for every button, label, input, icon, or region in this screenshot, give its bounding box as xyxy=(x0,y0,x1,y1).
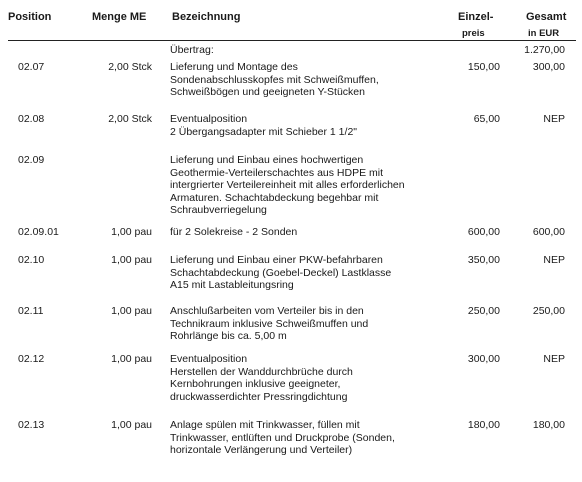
row-description-line: Eventualposition xyxy=(170,353,248,365)
row-description-line: druckwasserdichter Pressringdichtung xyxy=(170,390,348,403)
row-quantity: 1,00 pau xyxy=(111,305,152,317)
row-description xyxy=(170,419,460,457)
row-description-line: Kernbohrungen inklusive geeigneter, xyxy=(170,378,341,390)
row-description xyxy=(170,254,460,292)
row-description xyxy=(170,353,460,403)
row-unit-price: 600,00 xyxy=(467,226,500,238)
row-total: 300,00 xyxy=(532,61,565,73)
row-description-line: Anschlußarbeiten vom Verteiler bis in den xyxy=(170,305,364,317)
row-description xyxy=(170,154,460,217)
row-description-line: Sondenabschlusskopfes mit Schweißmuffen, xyxy=(170,73,379,86)
row-description-line: Anlage spülen mit Trinkwasser, füllen mit xyxy=(170,419,360,431)
row-description-line: A15 mit Lastableitungsring xyxy=(170,279,294,291)
row-unit-price: 150,00 xyxy=(467,61,500,73)
row-unit-price: 250,00 xyxy=(467,305,500,317)
row-description-line: horizontale Verlängerung und Verteiler) xyxy=(170,444,353,456)
row-description xyxy=(170,113,460,138)
uebertrag-label: Übertrag: xyxy=(170,44,214,56)
header-gesamt: Gesamt xyxy=(526,11,567,23)
row-quantity: 1,00 pau xyxy=(111,353,152,365)
row-description-line: Schraubverriegelung xyxy=(170,204,267,216)
header-bezeichnung: Bezeichnung xyxy=(172,11,241,23)
row-description-line: Schachtabdeckung (Goebel-Deckel) Lastklasse xyxy=(170,266,392,279)
row-total: 250,00 xyxy=(532,305,565,317)
row-unit-price: 350,00 xyxy=(467,254,500,266)
row-position: 02.08 xyxy=(18,113,45,125)
row-description-line: Lieferung und Einbau eines hochwertigen xyxy=(170,154,364,166)
header-in-eur: in EUR xyxy=(528,28,560,39)
header-einzel: Einzel- xyxy=(458,11,494,23)
row-description xyxy=(170,226,460,239)
header-position: Position xyxy=(8,11,52,23)
row-description-line: für 2 Solekreise - 2 Sonden xyxy=(170,226,298,238)
header-menge: Menge ME xyxy=(92,11,147,23)
row-description-line: intergrierter Verteilereinheit mit alles erforderlichen xyxy=(170,179,405,191)
row-position: 02.09 xyxy=(18,154,45,166)
row-position: 02.10 xyxy=(18,254,45,266)
row-description-line: Schweißbögen und geeigneten Y-Stücken xyxy=(170,86,365,98)
row-description xyxy=(170,61,460,99)
row-total: 180,00 xyxy=(532,419,565,431)
row-description-line: Lieferung und Einbau einer PKW-befahrbaren xyxy=(170,254,383,266)
uebertrag-amount: 1.270,00 xyxy=(524,44,565,56)
row-description-line: Armaturen. Schachtabdeckung begehbar mit xyxy=(170,191,379,204)
row-position: 02.11 xyxy=(18,305,44,317)
row-description-line: Trinkwasser, entlüften und Druckprobe (Sonden, xyxy=(170,431,395,444)
row-quantity: 2,00 Stck xyxy=(108,61,152,73)
row-position: 02.09.01 xyxy=(18,226,59,238)
row-total: NEP xyxy=(543,353,565,365)
row-total: 600,00 xyxy=(532,226,565,238)
row-description-line: Technikraum inklusive Schweißmuffen und xyxy=(170,317,369,330)
row-total: NEP xyxy=(543,254,565,266)
row-unit-price: 65,00 xyxy=(473,113,500,125)
row-description-line: 2 Übergangsadapter mit Schieber 1 1/2" xyxy=(170,125,358,138)
row-description-line: Geothermie-Verteilerschachtes aus HDPE mit xyxy=(170,166,383,179)
row-position: 02.13 xyxy=(18,419,45,431)
row-description-line: Rohrlänge bis ca. 5,00 m xyxy=(170,330,287,342)
header-rule xyxy=(8,40,576,41)
row-description-line: Lieferung und Montage des xyxy=(170,61,298,73)
row-quantity: 1,00 pau xyxy=(111,254,152,266)
row-position: 02.12 xyxy=(18,353,45,365)
row-unit-price: 300,00 xyxy=(467,353,500,365)
row-quantity: 2,00 Stck xyxy=(108,113,152,125)
row-description xyxy=(170,305,460,343)
row-description-line: Herstellen der Wanddurchbrüche durch xyxy=(170,365,353,378)
row-position: 02.07 xyxy=(18,61,45,73)
row-quantity: 1,00 pau xyxy=(111,419,152,431)
row-description-line: Eventualposition xyxy=(170,113,248,125)
row-quantity: 1,00 pau xyxy=(111,226,152,238)
row-unit-price: 180,00 xyxy=(467,419,500,431)
header-preis: preis xyxy=(462,28,485,39)
row-total: NEP xyxy=(543,113,565,125)
